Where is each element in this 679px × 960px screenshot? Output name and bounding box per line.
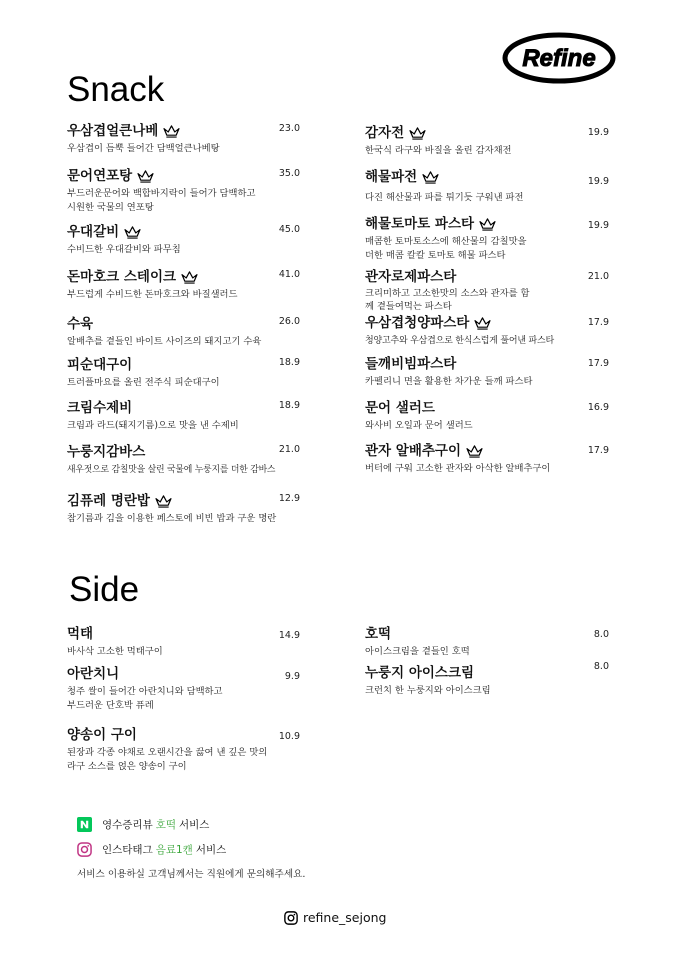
menu-item [365, 313, 615, 348]
section-title-side: Side [69, 570, 140, 609]
item-price: 16.9 [587, 402, 609, 413]
item-price: 19.9 [587, 127, 609, 138]
item-desc-line: 카펠리니 면을 활용한 차가운 들깨 파스타 [365, 376, 533, 387]
item-price: 17.9 [587, 317, 609, 328]
service-text: 인스타태그 [102, 844, 153, 856]
service-text: 서비스 [179, 819, 210, 831]
menu-item [67, 624, 332, 659]
item-desc-line: 부드럽게 수비드한 돈마호크와 바질샐러드 [67, 289, 238, 300]
item-name: 관자 알배추구이 [365, 443, 461, 459]
item-desc-line: 부드러운문어와 백합바지락이 들어가 담백하고 [67, 188, 256, 199]
crown-icon [478, 217, 497, 231]
item-desc-line: 라구 소스를 얹은 양송이 구이 [67, 761, 187, 772]
menu-item [365, 441, 615, 476]
item-price: 12.9 [278, 493, 300, 504]
menu-item [365, 267, 615, 313]
item-price: 19.9 [587, 176, 609, 187]
item-desc-line: 아이스크림을 곁들인 호떡 [365, 646, 470, 657]
item-price: 9.9 [284, 671, 300, 682]
item-name: 해물토마토 파스타 [365, 216, 475, 232]
item-price: 14.9 [278, 630, 300, 641]
naver-icon [77, 817, 92, 832]
item-desc-line: 알배추를 곁들인 바이트 사이즈의 돼지고기 수육 [67, 336, 262, 347]
service-highlight: 음료1캔 [155, 844, 193, 856]
crown-icon [408, 126, 427, 140]
item-name: 아란치니 [67, 666, 120, 682]
item-price: 18.9 [278, 400, 300, 411]
menu-item [67, 491, 332, 526]
menu-item [67, 267, 332, 302]
item-price: 21.0 [587, 271, 609, 282]
item-desc-line: 한국식 라구와 바질을 올린 감자채전 [365, 145, 512, 156]
menu-item [67, 121, 332, 156]
menu-item [67, 166, 332, 215]
menu-item [67, 442, 332, 477]
item-desc-line: 크림과 라드(돼지기름)으로 맛을 낸 수제비 [67, 420, 239, 431]
item-name: 수육 [67, 316, 94, 332]
item-desc-line: 참기름과 김을 이용한 페스토에 비빈 밥과 구운 명란 [67, 513, 277, 524]
logo-text: Refine [522, 45, 596, 72]
menu-item [365, 123, 615, 158]
item-desc-line: 트러플마요를 올린 전주식 피순대구이 [67, 377, 220, 388]
menu-item [365, 663, 615, 698]
crown-icon [154, 494, 173, 508]
refine-logo [502, 32, 616, 84]
crown-icon [421, 170, 440, 184]
item-desc-line: 크런치 한 누룽지와 아이스크림 [365, 685, 491, 696]
item-name: 돈마호크 스테이크 [67, 269, 177, 285]
item-name: 들깨비빔파스타 [365, 356, 457, 372]
instagram-icon [77, 842, 92, 857]
item-price: 8.0 [593, 629, 609, 640]
item-desc-line: 매콤한 토마토소스에 해산물의 감칠맛을 [365, 236, 527, 247]
item-desc-line: 와사비 오일과 문어 샐러드 [365, 420, 473, 431]
item-desc-line: 청양고추와 우삼겹으로 한식스럽게 풀어낸 파스타 [365, 336, 555, 346]
crown-icon [465, 444, 484, 458]
menu-item [67, 664, 332, 713]
service-notice: 서비스 이용하실 고객님께서는 직원에게 문의해주세요. [77, 869, 306, 880]
item-price: 23.0 [278, 123, 300, 134]
item-name: 해물파전 [365, 169, 418, 185]
service-text: 영수증리뷰 [102, 819, 153, 831]
item-price: 19.9 [587, 220, 609, 231]
item-name: 문어연포탕 [67, 168, 133, 184]
item-price: 8.0 [593, 661, 609, 672]
item-price: 26.0 [278, 316, 300, 327]
instagram-icon [284, 911, 298, 925]
service-naver-review [77, 817, 209, 832]
item-price: 41.0 [278, 269, 300, 280]
item-price: 10.9 [278, 731, 300, 742]
item-desc-line: 바사삭 고소한 먹태구이 [67, 646, 163, 657]
item-name: 누룽지 아이스크림 [365, 665, 475, 681]
item-price: 45.0 [278, 224, 300, 235]
menu-item [67, 398, 332, 433]
item-price: 21.0 [278, 444, 300, 455]
item-name: 양송이 구이 [67, 727, 137, 743]
item-name: 감자전 [365, 125, 405, 141]
item-desc-line: 다진 해산물과 파를 튀기듯 구워낸 파전 [365, 192, 524, 203]
crown-icon [162, 124, 181, 138]
item-desc-line: 우삼겹이 듬뿍 들어간 담백얼큰나베탕 [67, 143, 220, 154]
instagram-handle [284, 910, 386, 925]
menu-item [365, 398, 615, 433]
item-name: 문어 샐러드 [365, 400, 435, 416]
item-name: 관자로제파스타 [365, 269, 457, 285]
item-name: 우대갈비 [67, 224, 120, 240]
item-desc-line: 버터에 구워 고소한 관자와 아삭한 알배추구이 [365, 463, 551, 474]
item-desc-line: 크리미하고 고소한맛의 소스와 관자를 함 [365, 288, 530, 299]
item-name: 피순대구이 [67, 357, 133, 373]
item-desc-line: 더한 매콤 칼칼 토마토 해물 파스타 [365, 250, 506, 261]
item-price: 17.9 [587, 358, 609, 369]
item-name: 먹태 [67, 626, 94, 642]
item-price: 18.9 [278, 357, 300, 368]
item-desc-line: 청주 쌀이 들어간 아란치니와 담백하고 [67, 686, 223, 697]
menu-item [365, 214, 615, 263]
item-price: 17.9 [587, 445, 609, 456]
service-highlight: 호떡 [155, 819, 177, 831]
item-desc-line: 된장과 각종 야채로 오랜시간을 끓여 낸 깊은 맛의 [67, 747, 268, 758]
service-text: 서비스 [195, 844, 227, 856]
crown-icon [123, 225, 142, 239]
item-desc-line: 부드러운 단호박 퓨레 [67, 700, 154, 711]
menu-item [67, 725, 332, 774]
menu-item [365, 167, 615, 205]
menu-item [67, 355, 332, 390]
crown-icon [473, 316, 492, 330]
item-name: 크림수제비 [67, 400, 133, 416]
crown-icon [180, 270, 199, 284]
instagram-handle-text: refine_sejong [303, 910, 387, 925]
item-price: 35.0 [278, 168, 300, 179]
menu-item [365, 354, 615, 389]
item-name: 누룽지감바스 [67, 444, 146, 460]
menu-item [365, 624, 615, 659]
item-desc-line: 새우젓으로 감칠맛을 살린 국물에 누룽지를 더한 감바스 [67, 465, 276, 475]
service-instagram-tag [77, 842, 226, 857]
menu-item [67, 222, 332, 257]
item-name: 김퓨레 명란밥 [67, 493, 150, 509]
menu-item [67, 314, 332, 349]
item-desc-line: 께 곁들여먹는 파스타 [365, 300, 452, 312]
item-name: 우삼겹청양파스타 [365, 315, 470, 331]
item-name: 우삼겹얼큰나베 [67, 123, 159, 139]
section-title-snack: Snack [67, 70, 165, 109]
item-desc-line: 수비드한 우대갈비와 파무침 [67, 244, 181, 255]
item-desc-line: 시원한 국물의 연포탕 [67, 202, 154, 213]
crown-icon [136, 169, 155, 183]
item-name: 호떡 [365, 626, 392, 642]
